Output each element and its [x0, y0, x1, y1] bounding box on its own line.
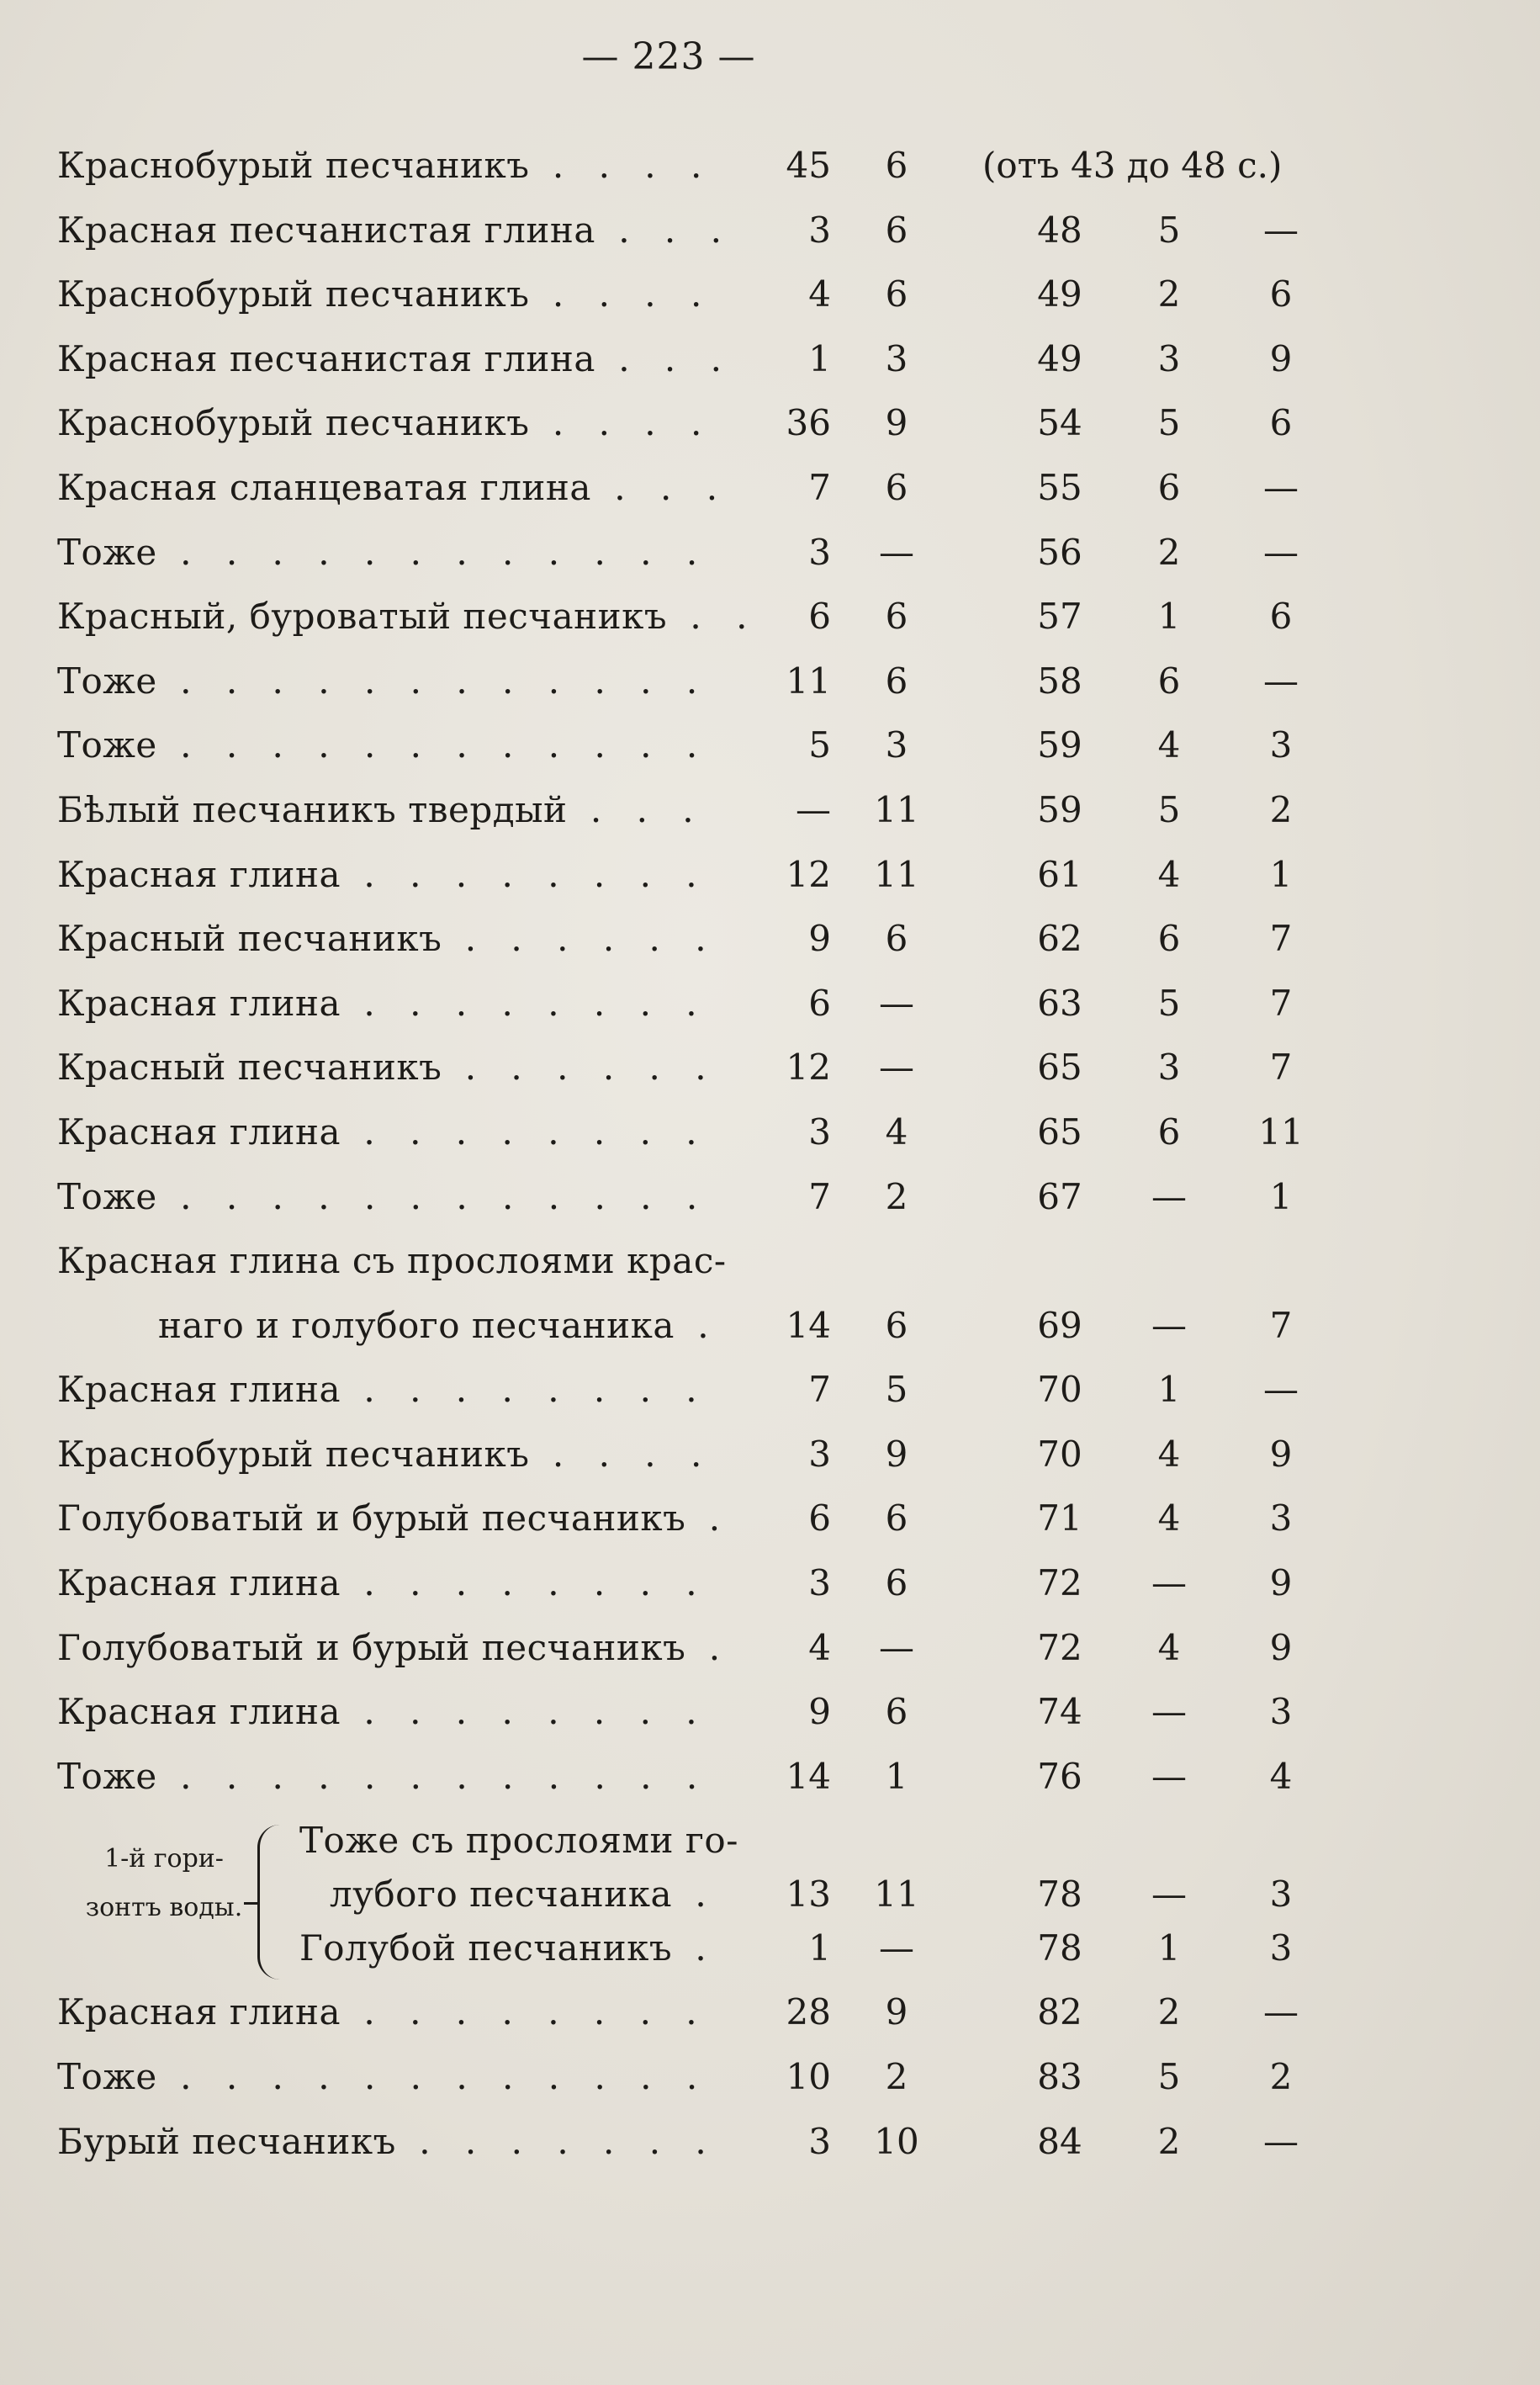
dot-leader: . . . . . .	[442, 1047, 718, 1089]
thickness-sazhen: 10	[786, 2056, 831, 2098]
dot-leader: . . . .	[529, 402, 714, 444]
dot-leader: . . .	[595, 337, 733, 379]
depth-inches: —	[1263, 660, 1299, 702]
rock-name-text: Красная глина	[57, 982, 341, 1024]
depth-feet: 4	[1157, 1626, 1181, 1668]
thickness-feet: —	[879, 1626, 914, 1668]
table-row	[0, 135, 1540, 199]
table-row	[0, 1810, 1540, 1863]
thickness-sazhen: 6	[808, 596, 831, 638]
thickness-sazhen: 9	[808, 1691, 831, 1733]
dot-leader: . . . . . . . . . . . .	[156, 1755, 710, 1797]
thickness-feet: 9	[885, 1433, 908, 1475]
depth-inches: 9	[1269, 1626, 1293, 1668]
table-row	[0, 1359, 1540, 1423]
depth-sazhen: 55	[1037, 466, 1082, 508]
depth-feet: —	[1151, 1691, 1187, 1733]
table-row	[0, 263, 1540, 328]
table-row	[0, 1487, 1540, 1552]
rock-name	[57, 1176, 848, 1217]
thickness-sazhen: 7	[808, 1369, 831, 1411]
thickness-feet: 2	[885, 1175, 908, 1217]
thickness-sazhen: 4	[808, 1626, 831, 1668]
thickness-sazhen: 14	[786, 1755, 831, 1797]
depth-feet: 3	[1157, 337, 1181, 379]
depth-inches: 6	[1269, 402, 1293, 444]
thickness-feet: 3	[885, 337, 908, 379]
thickness-feet: 6	[885, 209, 908, 251]
thickness-sazhen: 6	[808, 1497, 831, 1540]
rock-name-text: Голубоватый и бурый песчаникъ	[57, 1497, 686, 1540]
thickness-sazhen: 12	[786, 1047, 831, 1089]
rock-name	[57, 1562, 848, 1603]
rock-name	[57, 145, 848, 186]
rock-name-text: Тоже	[57, 2056, 157, 2098]
depth-sazhen: 70	[1037, 1433, 1082, 1475]
depth-feet: —	[1151, 1562, 1187, 1604]
rock-name-text: Красная глина	[57, 1369, 341, 1411]
thickness-sazhen: 5	[808, 724, 831, 766]
depth-inches: 2	[1269, 2056, 1293, 2098]
depth-sazhen: 69	[1037, 1304, 1082, 1346]
rock-name	[57, 532, 848, 573]
rock-name-text: Красная песчанистая глина	[57, 337, 595, 379]
thickness-feet: 2	[885, 2056, 908, 2098]
rock-name	[57, 402, 848, 443]
rock-name-text: Тоже	[57, 724, 157, 766]
dot-leader: . . . . . . . . . . . .	[156, 2056, 710, 2098]
depth-feet: 5	[1157, 209, 1181, 251]
rock-name	[57, 1240, 848, 1281]
thickness-sazhen: 3	[808, 531, 831, 573]
thickness-feet: 6	[885, 660, 908, 702]
rock-name-text: лубого песчаника	[330, 1874, 673, 1916]
dot-leader: . . . . . . . .	[341, 982, 709, 1024]
depth-inches: 11	[1258, 1110, 1304, 1153]
water-horizon-group	[0, 1810, 1540, 1981]
rock-name-text: Тоже	[57, 660, 157, 702]
rock-name-text: Красная глина	[57, 1562, 341, 1604]
thickness-sazhen: 1	[808, 337, 831, 379]
water-horizon-note-line2: зонтъ воды.	[85, 1893, 243, 1923]
rock-name	[57, 1497, 848, 1539]
rock-name-text: Красная песчанистая глина	[57, 209, 595, 251]
table-row	[0, 1552, 1540, 1617]
rock-name-text: Красная глина	[57, 1991, 341, 2033]
rock-name	[57, 1627, 848, 1668]
rock-name-text: наго и голубого песчаника	[158, 1304, 675, 1346]
thickness-feet: 6	[885, 1691, 908, 1733]
depth-feet: 6	[1157, 466, 1181, 508]
depth-inches: —	[1263, 1369, 1299, 1411]
dot-leader: .	[685, 1626, 733, 1668]
thickness-feet: 6	[885, 466, 908, 508]
rock-name-text: Красная глина	[57, 853, 341, 895]
thickness-feet: 6	[885, 145, 908, 186]
rock-name	[57, 467, 848, 508]
rock-name-text: Красная глина	[57, 1691, 341, 1733]
thickness-sazhen: 3	[808, 209, 831, 251]
depth-inches: 1	[1269, 853, 1293, 895]
depth-feet: 4	[1157, 1497, 1181, 1540]
table-row	[0, 1617, 1540, 1682]
rock-name-text: Красный, буроватый песчаникъ	[57, 596, 668, 638]
rock-name	[57, 789, 848, 830]
table-row	[0, 714, 1540, 779]
rock-name	[57, 1111, 848, 1153]
depth-inches: 9	[1269, 1562, 1293, 1604]
depth-inches: —	[1263, 1991, 1299, 2033]
rock-name	[57, 1434, 848, 1475]
thickness-feet: —	[879, 1927, 914, 1969]
depth-inches: 7	[1269, 982, 1293, 1024]
depth-sazhen: 71	[1037, 1497, 1082, 1540]
depth-sazhen: 74	[1037, 1691, 1082, 1733]
thickness-sazhen: 28	[786, 1991, 831, 2033]
dot-leader: . . . . . .	[442, 918, 718, 960]
table-row	[0, 650, 1540, 715]
rock-name	[57, 1369, 848, 1410]
rock-name	[57, 2121, 848, 2162]
thickness-sazhen: 9	[808, 918, 831, 960]
depth-sazhen: 56	[1037, 531, 1082, 573]
thickness-sazhen: 36	[786, 402, 831, 444]
depth-inches: 3	[1269, 1927, 1293, 1969]
table-row	[0, 199, 1540, 264]
rock-name-text: Красная глина съ прослоями крас-	[57, 1240, 727, 1282]
rock-name	[57, 918, 848, 959]
thickness-feet: 11	[874, 853, 919, 895]
rock-name-text: Тоже	[57, 1755, 157, 1797]
thickness-feet: 11	[874, 788, 919, 830]
depth-sazhen: 82	[1037, 1991, 1082, 2033]
dot-leader: .	[674, 1304, 721, 1346]
depth-feet: —	[1151, 1304, 1187, 1346]
rock-name	[57, 1756, 848, 1797]
rock-name	[57, 1047, 848, 1088]
table-row	[0, 457, 1540, 522]
thickness-feet: 6	[885, 1497, 908, 1540]
dot-leader: . . . . . . . . . . . .	[156, 660, 710, 702]
depth-sazhen: 76	[1037, 1755, 1082, 1797]
table-row	[0, 779, 1540, 844]
depth-sazhen: 58	[1037, 660, 1082, 702]
rock-name-text: Тоже	[57, 1175, 157, 1217]
rock-name-text: Тоже	[57, 531, 157, 573]
dot-leader: . . .	[590, 466, 730, 508]
dot-leader: . . . . . . . .	[341, 1691, 709, 1733]
depth-feet: —	[1151, 1874, 1187, 1916]
thickness-sazhen: —	[796, 788, 831, 830]
thickness-sazhen: 12	[786, 853, 831, 895]
table-row	[0, 1166, 1540, 1231]
depth-feet: 5	[1157, 2056, 1181, 2098]
rock-name	[299, 1820, 848, 1861]
water-horizon-note-line1: 1-й гори-	[104, 1844, 224, 1874]
depth-inches: —	[1263, 2120, 1299, 2162]
thickness-feet: —	[879, 531, 914, 573]
table-row	[0, 1295, 1540, 1359]
dot-leader: . . . . . . . .	[341, 1562, 709, 1604]
dot-leader: . . . .	[529, 145, 714, 186]
depth-sazhen: 54	[1037, 402, 1082, 444]
thickness-feet: 11	[874, 1874, 919, 1916]
thickness-feet: 6	[885, 918, 908, 960]
thickness-sazhen: 3	[808, 1433, 831, 1475]
table-row	[0, 1746, 1540, 1810]
rock-name-text: Красный песчаникъ	[57, 1047, 442, 1089]
rock-name	[57, 724, 848, 766]
depth-sazhen: 84	[1037, 2120, 1082, 2162]
rock-name-text: Голубой песчаникъ	[299, 1927, 673, 1969]
table-row	[0, 586, 1540, 650]
strata-table	[0, 135, 1540, 2175]
thickness-sazhen: 1	[808, 1927, 831, 1969]
depth-inches: 9	[1269, 337, 1293, 379]
table-row	[0, 973, 1540, 1037]
dot-leader: .	[672, 1927, 718, 1969]
thickness-sazhen: 14	[786, 1304, 831, 1346]
rock-name-text: Краснобурый песчаникъ	[57, 145, 530, 186]
table-row	[0, 392, 1540, 457]
rock-name-text: Красный песчаникъ	[57, 918, 442, 960]
thickness-feet: 4	[885, 1110, 908, 1153]
depth-inches: 7	[1269, 1304, 1293, 1346]
table-row	[0, 522, 1540, 586]
thickness-feet: 6	[885, 1562, 908, 1604]
depth-sazhen: 59	[1037, 788, 1082, 830]
thickness-feet: —	[879, 1047, 914, 1089]
thickness-sazhen: 13	[786, 1874, 831, 1916]
depth-feet: 5	[1157, 402, 1181, 444]
depth-feet: —	[1151, 1755, 1187, 1797]
thickness-feet: 6	[885, 596, 908, 638]
depth-feet: 4	[1157, 1433, 1181, 1475]
thickness-sazhen: 7	[808, 1175, 831, 1217]
thickness-sazhen: 3	[808, 2120, 831, 2162]
dot-leader: . . . . . . . .	[341, 1110, 709, 1153]
rock-name	[57, 1691, 848, 1732]
table-row	[0, 328, 1540, 393]
depth-inches: 7	[1269, 1047, 1293, 1089]
depth-feet: 2	[1157, 531, 1181, 573]
dot-leader: . . . . . . . . . . . .	[156, 1175, 710, 1217]
depth-inches: 3	[1269, 724, 1293, 766]
thickness-sazhen: 3	[808, 1110, 831, 1153]
depth-sazhen: 72	[1037, 1562, 1082, 1604]
table-row	[0, 2046, 1540, 2111]
rock-name-text: Бѣлый песчаникъ твердый	[57, 788, 568, 830]
depth-inches: 9	[1269, 1433, 1293, 1475]
thickness-feet: 5	[885, 1369, 908, 1411]
rock-name-text: Краснобурый песчаникъ	[57, 1433, 530, 1475]
dot-leader: . .	[667, 596, 759, 638]
dot-leader: . . .	[595, 209, 733, 251]
depth-feet: 6	[1157, 660, 1181, 702]
depth-sazhen: 48	[1037, 209, 1082, 251]
table-row	[0, 908, 1540, 973]
rock-name	[57, 1991, 848, 2033]
dot-leader: . . . . . . . .	[341, 1369, 709, 1411]
thickness-feet: 3	[885, 724, 908, 766]
rock-name	[57, 854, 848, 895]
depth-inches: 6	[1269, 273, 1293, 315]
thickness-feet: —	[879, 982, 914, 1024]
rock-name-text: Красная глина	[57, 1110, 341, 1153]
depth-inches: 2	[1269, 788, 1293, 830]
dot-leader: . . . .	[529, 273, 714, 315]
rock-name	[57, 660, 848, 702]
dot-leader: .	[685, 1497, 733, 1540]
depth-sazhen: 59	[1037, 724, 1082, 766]
thickness-feet: 10	[874, 2120, 919, 2162]
thickness-sazhen: 4	[808, 273, 831, 315]
rock-name	[57, 338, 848, 379]
rock-name-text: Краснобурый песчаникъ	[57, 402, 530, 444]
depth-feet: 4	[1157, 724, 1181, 766]
dot-leader: . . . .	[529, 1433, 714, 1475]
depth-sazhen: 65	[1037, 1110, 1082, 1153]
rock-name-text: Красная сланцеватая глина	[57, 466, 591, 508]
table-row	[0, 2111, 1540, 2176]
rock-name	[57, 209, 848, 251]
depth-feet: 1	[1157, 1927, 1181, 1969]
rock-name	[158, 1305, 848, 1346]
depth-feet: 6	[1157, 918, 1181, 960]
depth-feet: 5	[1157, 982, 1181, 1024]
depth-sazhen: 49	[1037, 273, 1082, 315]
thickness-sazhen: 7	[808, 466, 831, 508]
depth-feet: 1	[1157, 1369, 1181, 1411]
depth-inches: —	[1263, 531, 1299, 573]
table-row	[0, 1036, 1540, 1101]
rock-name	[57, 596, 848, 637]
depth-feet: 3	[1157, 1047, 1181, 1089]
depth-inches: 4	[1269, 1755, 1293, 1797]
depth-sazhen: 83	[1037, 2056, 1082, 2098]
thickness-sazhen: 45	[786, 145, 831, 186]
rock-name-text: Голубоватый и бурый песчаникъ	[57, 1626, 686, 1668]
rock-name	[57, 2056, 848, 2097]
thickness-feet: 6	[885, 273, 908, 315]
dot-leader: . . .	[567, 788, 706, 830]
dot-leader: . . . . . . . .	[341, 1991, 709, 2033]
depth-sazhen: 49	[1037, 337, 1082, 379]
thickness-feet: 9	[885, 1991, 908, 2033]
depth-feet: —	[1151, 1175, 1187, 1217]
thickness-feet: 9	[885, 402, 908, 444]
thickness-sazhen: 6	[808, 982, 831, 1024]
page-number: — 223 —	[581, 35, 756, 78]
depth-inches: 6	[1269, 596, 1293, 638]
thickness-feet: 1	[885, 1755, 908, 1797]
thickness-feet: 6	[885, 1304, 908, 1346]
rock-name-text: Краснобурый песчаникъ	[57, 273, 530, 315]
depth-feet: 1	[1157, 596, 1181, 638]
depth-sazhen: 61	[1037, 853, 1082, 895]
table-row	[0, 1423, 1540, 1488]
depth-sazhen: 63	[1037, 982, 1082, 1024]
rock-name-text: Бурый песчаникъ	[57, 2120, 396, 2162]
dot-leader: . . . . . . . . . . . .	[156, 531, 710, 573]
depth-inches: —	[1263, 209, 1299, 251]
depth-range-note: (отъ 43 до 48 с.)	[982, 145, 1283, 186]
table-row	[0, 1681, 1540, 1746]
depth-feet: 2	[1157, 273, 1181, 315]
depth-inches: 3	[1269, 1691, 1293, 1733]
thickness-sazhen: 11	[786, 660, 831, 702]
rock-name	[57, 983, 848, 1024]
depth-sazhen: 70	[1037, 1369, 1082, 1411]
depth-inches: 3	[1269, 1497, 1293, 1540]
rock-name	[57, 273, 848, 315]
depth-inches: 3	[1269, 1874, 1293, 1916]
table-row	[0, 1230, 1540, 1295]
table-row	[0, 1863, 1540, 1917]
thickness-sazhen: 3	[808, 1562, 831, 1604]
dot-leader: . . . . . . . .	[341, 853, 709, 895]
depth-sazhen: 57	[1037, 596, 1082, 638]
depth-inches: 1	[1269, 1175, 1293, 1217]
depth-sazhen: 67	[1037, 1175, 1082, 1217]
depth-sazhen: 78	[1037, 1927, 1082, 1969]
depth-inches: —	[1263, 466, 1299, 508]
dot-leader: . . . . . . .	[395, 2120, 718, 2162]
depth-feet: 2	[1157, 2120, 1181, 2162]
dot-leader: . . . . . . . . . . . .	[156, 724, 710, 766]
depth-sazhen: 78	[1037, 1874, 1082, 1916]
dot-leader: .	[672, 1874, 718, 1916]
table-row	[0, 1981, 1540, 2046]
depth-feet: 6	[1157, 1110, 1181, 1153]
depth-inches: 7	[1269, 918, 1293, 960]
depth-sazhen: 72	[1037, 1626, 1082, 1668]
depth-feet: 4	[1157, 853, 1181, 895]
table-row	[0, 1101, 1540, 1166]
rock-name-text: Тоже съ прослоями го-	[299, 1820, 738, 1862]
depth-feet: 2	[1157, 1991, 1181, 2033]
depth-sazhen: 62	[1037, 918, 1082, 960]
table-row	[0, 1917, 1540, 1971]
depth-feet: 5	[1157, 788, 1181, 830]
table-row	[0, 844, 1540, 909]
depth-sazhen: 65	[1037, 1047, 1082, 1089]
